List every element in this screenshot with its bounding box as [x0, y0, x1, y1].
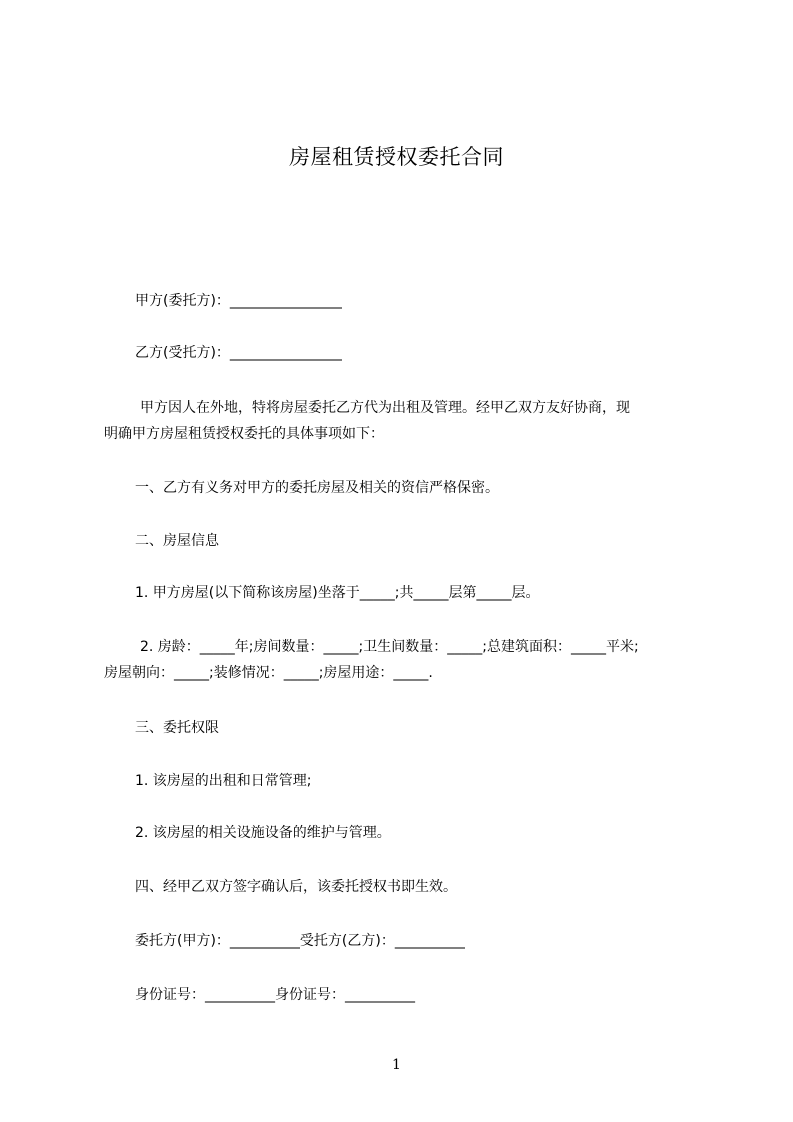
- intro-paragraph-line-1: 甲方因人在外地，特将房屋委托乙方代为出租及管理。经甲乙双方友好协商，现: [140, 400, 630, 416]
- item-3-2-maintenance: 2. 该房屋的相关设施设备的维护与管理。: [135, 825, 391, 841]
- section-2-heading: 二、房屋信息: [135, 533, 219, 549]
- item-3-1-rental: 1. 该房屋的出租和日常管理;: [135, 773, 312, 789]
- signature-parties-line: 委托方(甲方)：__________受托方(乙方)：__________: [135, 933, 465, 949]
- intro-paragraph-line-2: 明确甲方房屋租赁授权委托的具体事项如下：: [104, 426, 384, 442]
- document-title: 房屋租赁授权委托合同: [289, 145, 504, 169]
- section-4-effective: 四、经甲乙双方签字确认后，该委托授权书即生效。: [135, 879, 457, 895]
- party-b-line: 乙方(受托方)：________________: [135, 345, 342, 361]
- party-a-line: 甲方(委托方)：________________: [135, 293, 342, 309]
- section-1-confidentiality: 一、乙方有义务对甲方的委托房屋及相关的资信严格保密。: [135, 480, 499, 496]
- page-number: 1: [392, 1057, 401, 1073]
- item-2-1-location: 1. 甲方房屋(以下简称该房屋)坐落于_____;共_____层第_____层。: [135, 585, 540, 601]
- item-2-2-details-line-1: 2. 房龄：_____年;房间数量：_____;卫生间数量：_____;总建筑面积：_____平米;: [140, 639, 639, 655]
- section-3-heading: 三、委托权限: [135, 720, 219, 736]
- id-number-line: 身份证号：__________身份证号：__________: [135, 987, 415, 1003]
- item-2-2-details-line-2: 房屋朝向：_____;装修情况：_____;房屋用途：_____.: [104, 665, 433, 681]
